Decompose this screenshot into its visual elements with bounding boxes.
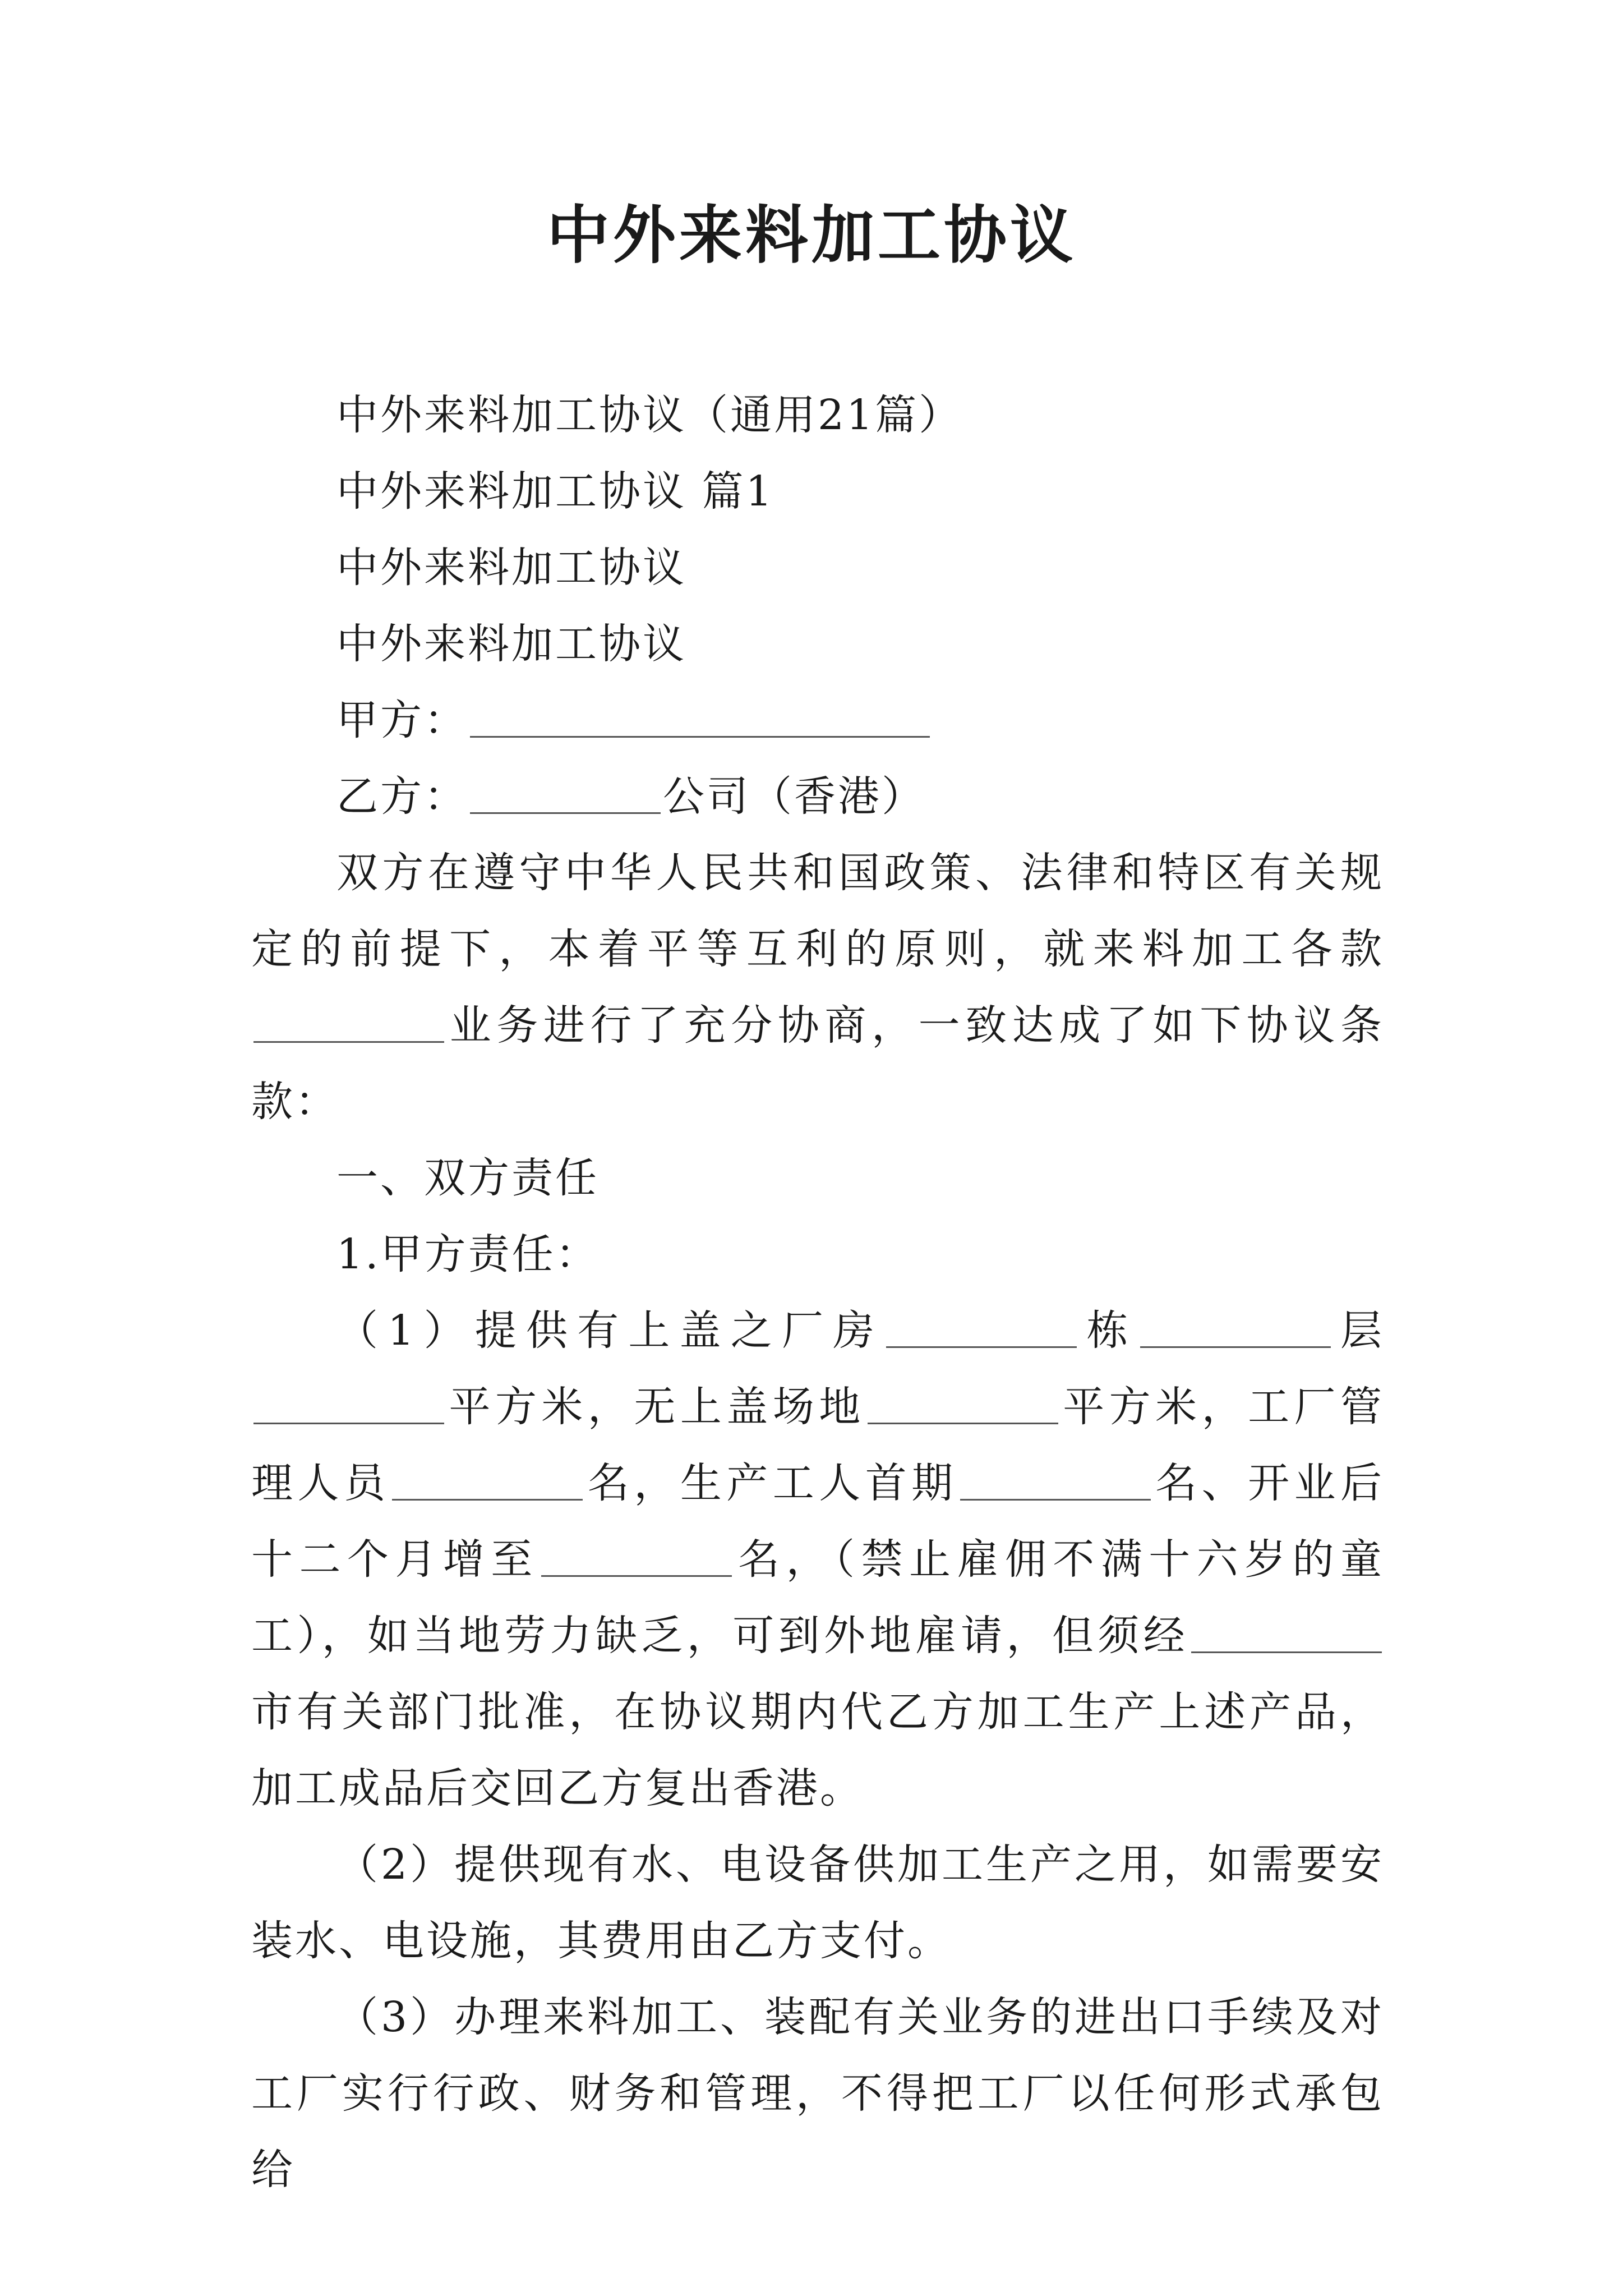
intro-paragraph [251,835,1384,1140]
clause-text: 名，生产工人首期 [585,1459,958,1507]
intro-text-end: 业务进行了充分协商，一致达成了如下协议条款： [251,1001,1384,1126]
clause-text: 平方米，无上盖场地 [446,1383,865,1431]
clause-text: 市有关部门批准，在协议期内代乙方加工生产上述产品，加工成品后交回乙方复出香港。 [251,1688,1384,1812]
party-a-label: 甲方： [336,696,468,744]
subtitle-line: 中外来料加工协议（通用21篇） [336,391,963,439]
subsection-heading: 1.甲方责任： [336,1230,600,1278]
clause-text: 层 [1332,1306,1385,1355]
blank-field [1140,1307,1331,1348]
blank-field [253,1383,444,1424]
intro-text: 双方在遵守中华人民共和国政策、法律和特区有关规定的前提下，本着平等互利的原则，就来料加工各款 [251,849,1384,973]
blank-field [541,1536,732,1577]
heading-line: 中外来料加工协议 [336,544,686,592]
blank-field [392,1460,583,1501]
party-a-line [251,682,1384,758]
clause-3: （3）办理来料加工、装配有关业务的进出口手续及对工厂实行行政、财务和管理，不得把工厂以任何形式承包给 [251,1993,1384,2194]
clause-text: 栋 [1079,1306,1138,1355]
clause-text: 平方米，工厂管理人员 [251,1383,1385,1507]
intro-blank [253,1002,444,1043]
blank-field [960,1460,1151,1501]
document-body [251,377,1384,2208]
section-heading: 一、双方责任 [336,1154,599,1202]
party-b-blank [470,773,661,814]
blank-field [886,1307,1077,1348]
clause-text: （1）提供有上盖之厂房 [336,1306,884,1355]
clause-text: 名、开业后十二个月增至 [251,1459,1385,1584]
blank-field [1191,1612,1382,1653]
party-a-blank [470,697,930,738]
party-b-suffix: 公司（香港） [663,772,925,821]
clause-text: 名，（禁止雇佣不满十六岁的童工），如当地劳力缺乏，可到外地雇请，但须经 [251,1535,1385,1660]
party-b-label: 乙方： [336,772,468,821]
chapter-heading: 中外来料加工协议 篇1 [336,467,774,516]
clause-2: （2）提供现有水、电设备供加工生产之用，如需要安装水、电设施，其费用由乙方支付。 [251,1841,1384,1965]
heading-line: 中外来料加工协议 [336,620,686,668]
clause-1 [251,1292,1384,1826]
party-b-line [251,758,1384,835]
blank-field [868,1383,1058,1424]
document-title: 中外来料加工协议 [547,199,1076,272]
